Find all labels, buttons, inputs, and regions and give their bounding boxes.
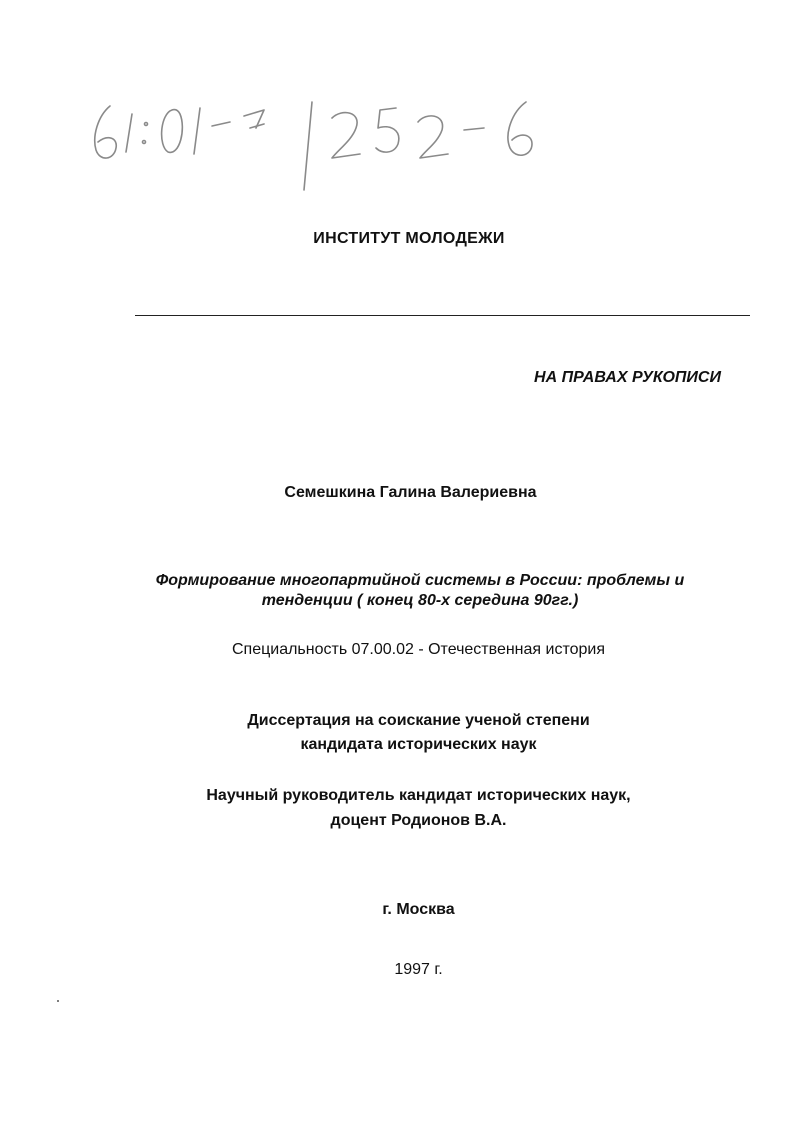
divider-line [135,315,750,316]
dissertation-title [100,571,740,611]
dissertation-title-line2: тенденции ( конец 80-х середина 90гг.) [261,592,579,609]
supervisor-line1: Научный руководитель кандидат исторических наук, [206,787,631,804]
scientific-supervisor [0,783,793,833]
dissertation-title-line1: Формирование многопартийной системы в России: проблемы и [155,572,685,589]
degree-statement [0,709,793,757]
degree-statement-line2: кандидата исторических наук [300,736,537,753]
handwritten-catalog-number [80,88,560,198]
author-name: Семешкина Галина Валериевна [284,484,537,501]
supervisor-line2: доцент Родионов В.А. [330,812,507,829]
manuscript-notice: НА ПРАВАХ РУКОПИСИ [534,369,721,386]
specialty-line: Специальность 07.00.02 - Отечественная история [231,641,606,658]
degree-statement-line1: Диссертация на соискание ученой степени [247,712,590,729]
institution-name: ИНСТИТУТ МОЛОДЕЖИ [313,230,505,247]
handwritten-number-drawing [80,88,560,198]
scan-speck [57,1000,59,1002]
city: г. Москва [382,901,455,918]
year: 1997 г. [394,961,443,978]
